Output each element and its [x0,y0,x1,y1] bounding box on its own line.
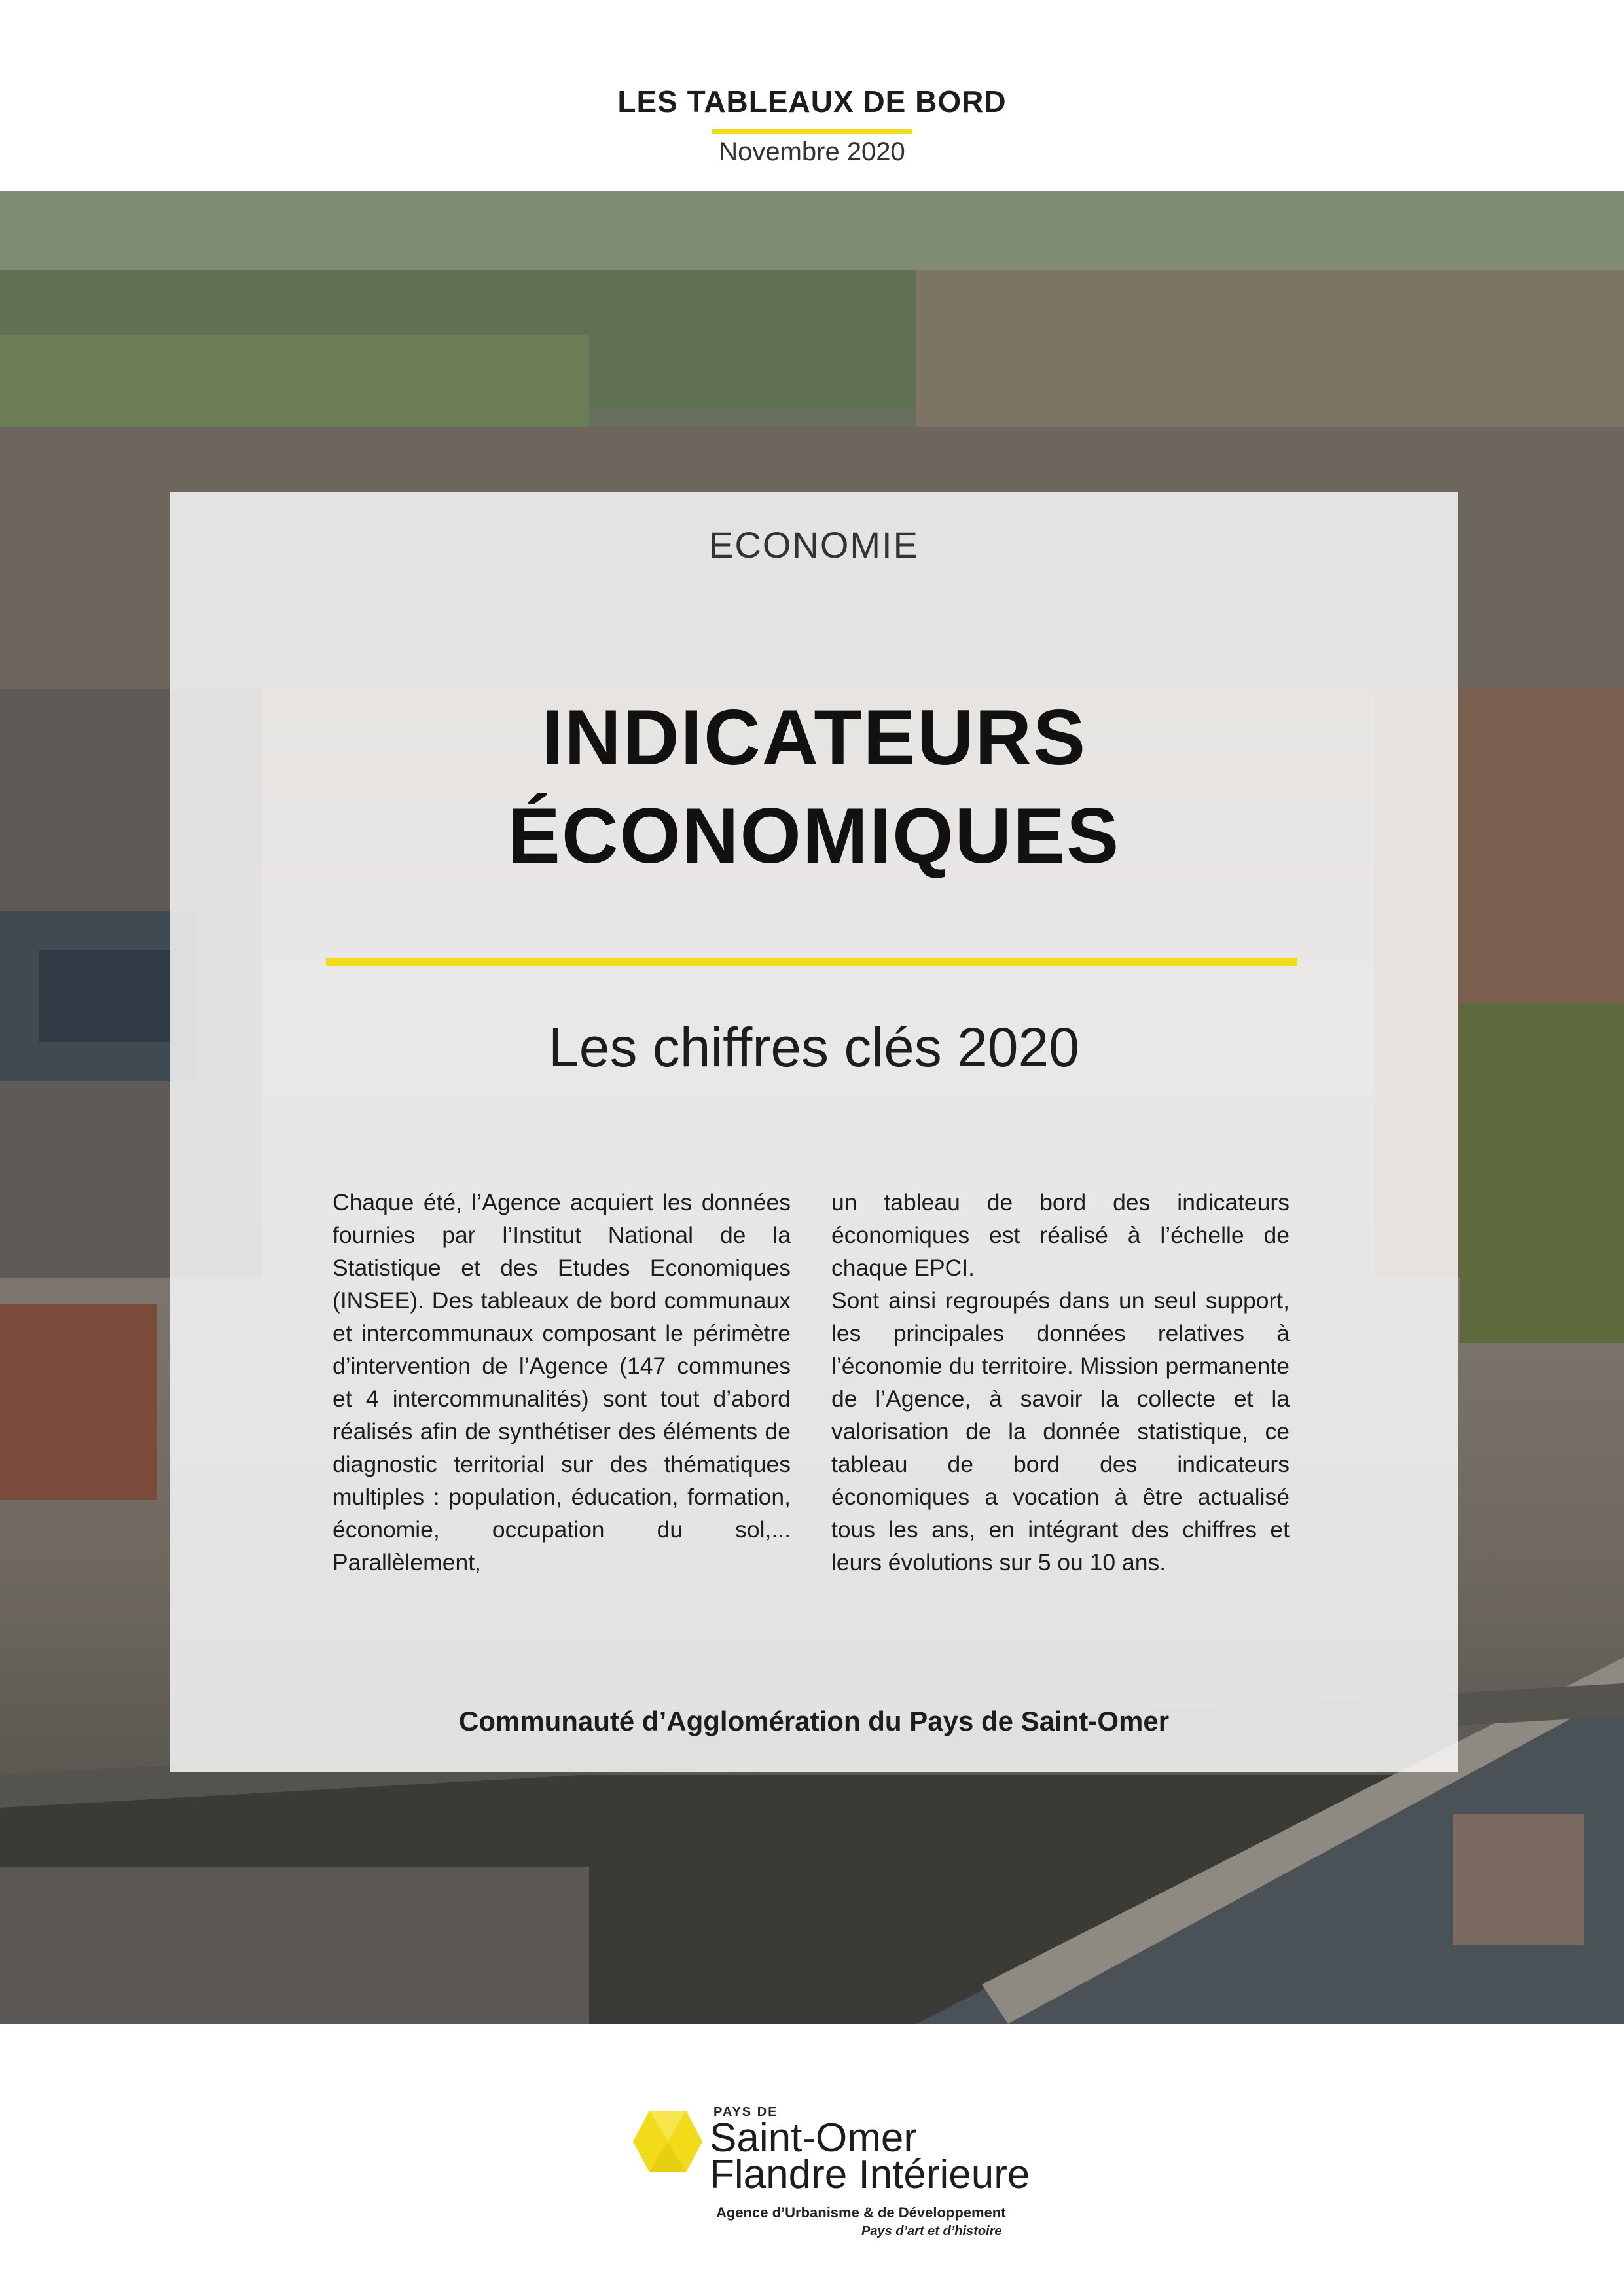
epci-name: Communauté d’Agglomération du Pays de Saint-Omer [458,1706,1170,1736]
logo-agency-line: Agence d’Urbanisme & de Développement [716,2204,1006,2221]
logo-name-line1: Saint-Omer [710,2115,917,2161]
series-title: LES TABLEAUX DE BORD [617,84,1007,118]
title-accent-rule [326,958,1297,966]
main-title [170,689,1458,885]
hexagon-logo-icon [632,2109,704,2174]
intro-text-right-column [831,1186,1290,1579]
header-accent-rule [712,129,912,134]
intro-text-left-column: Chaque été, l’Agence acquiert les données fournies par l’Institut National de la Statistique et des Etudes Economiques (INSEE). Des tableaux de bord communaux et intercommunaux composant le périmètre d’intervention de l’Agence (147 communes et 4 intercommunalités) sont tout d’abord réalisés afin de synthétiser des éléments de diagnostic territorial sur des thématiques multiples : population, éducation, formation, économie, occupation du sol,... Parallèlement, [333,1189,791,1575]
subtitle: Les chiffres clés 2020 [549,1016,1079,1078]
page-footer [0,2024,1624,2296]
logo-caption-pays-de: PAYS DE [713,2105,778,2119]
page-header [0,0,1624,191]
intro-text-right-paragraph-1: un tableau de bord des indicateurs économiques est réalisé à l’échelle de chaque EPCI. [831,1189,1290,1281]
logo-label-line: Pays d’art et d’histoire [861,2224,1002,2238]
section-label: ECONOMIE [709,524,919,565]
edition-date: Novembre 2020 [719,137,905,166]
intro-text-right-paragraph-2: Sont ainsi regroupés dans un seul support, les principales données relatives à l’économie du territoire. Mission permanente de l’Agence, à savoir la collecte et la valorisation de la donnée statistique, ce tableau de bord des indicateurs économiques a vocation à être actualisé tous les ans, en intégrant des chiffres et leurs évolutions sur 5 ou 10 ans. [831,1287,1290,1575]
main-title-line2: ÉCONOMIQUES [507,792,1121,880]
main-title-line1: INDICATEURS [541,694,1087,781]
cover-card [170,492,1458,1772]
logo-name-line2: Flandre Intérieure [710,2152,1030,2197]
